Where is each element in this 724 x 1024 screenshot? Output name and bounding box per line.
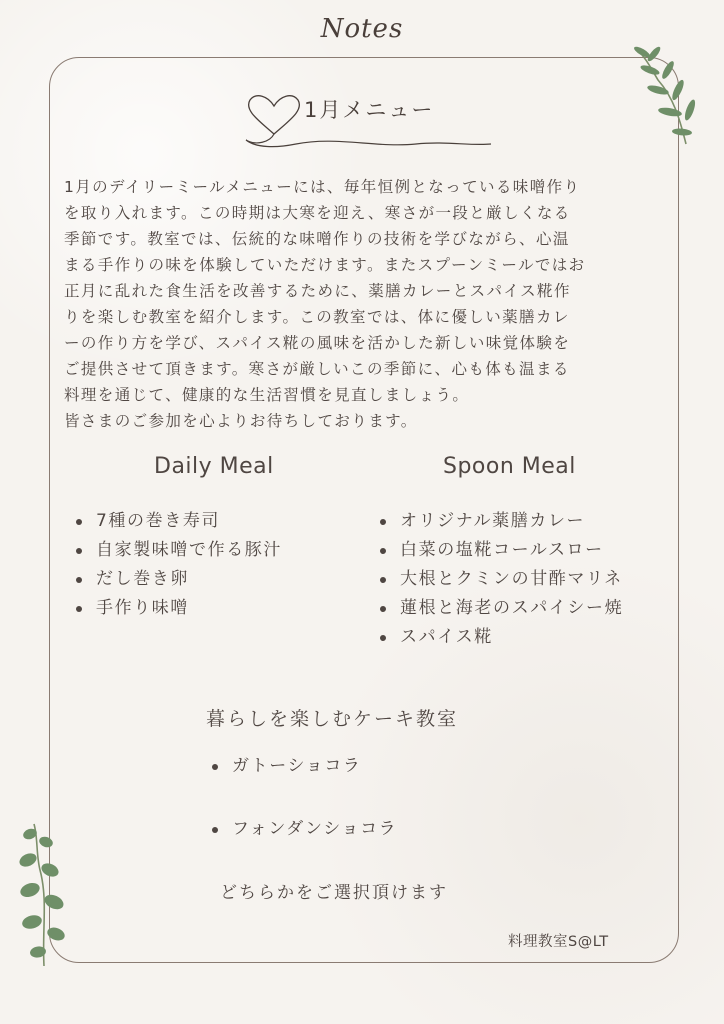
- cake-class-list: [212, 752, 397, 844]
- daily-meal-list: [76, 507, 282, 623]
- spoon-meal-title: Spoon Meal: [443, 454, 576, 479]
- signature: 料理教室S@LT: [508, 934, 609, 950]
- page-title: 1月メニュー: [304, 98, 435, 122]
- list-item: 白菜の塩糀コールスロー: [380, 536, 623, 565]
- eucalyptus-leaf-icon: [14, 820, 74, 970]
- list-item: 蓮根と海老のスパイシー焼: [380, 594, 623, 623]
- list-item: スパイス糀: [380, 623, 623, 652]
- intro-paragraph: 1月のデイリーミールメニューには、毎年恒例となっている味噌作り を取り入れます。この時期は大寒を迎え、寒さが一段と厳しくなる 季節です。教室では、伝統的な味噌作りの技術を学びながら、心温 まる手作りの味を体験していただけます。またスプーンミールではお 正月に乱れた食生活を改善するために、薬膳カレーとスパイス糀作 りを楽しむ教室を紹介します。この教室では、体に優しい薬膳カレ ーの作り方を学び、スパイス糀の風味を活かした新しい味覚体験を ご提供させて頂きます。寒さが厳しいこの季節に、心も体も温まる 料理を通じて、健康的な生活習慣を見直しましょう。 皆さまのご参加を心よりお待ちしております。: [64, 178, 586, 430]
- list-item: 手作り味噌: [76, 594, 282, 623]
- cake-class-title: 暮らしを楽しむケーキ教室: [206, 708, 459, 730]
- list-item: 7種の巻き寿司: [76, 507, 282, 536]
- selection-note: どちらかをご選択頂けます: [220, 883, 448, 903]
- list-item: 自家製味噌で作る豚汁: [76, 536, 282, 565]
- list-item: フォンダンショコラ: [212, 815, 397, 844]
- eucalyptus-leaf-icon: [628, 40, 708, 150]
- list-item: 大根とクミンの甘酢マリネ: [380, 565, 623, 594]
- notes-script-header: Notes: [320, 14, 404, 44]
- spoon-meal-list: [380, 507, 623, 652]
- list-item: ガトーショコラ: [212, 752, 397, 781]
- daily-meal-title: Daily Meal: [154, 454, 274, 479]
- list-item: オリジナル薬膳カレー: [380, 507, 623, 536]
- list-item: だし巻き卵: [76, 565, 282, 594]
